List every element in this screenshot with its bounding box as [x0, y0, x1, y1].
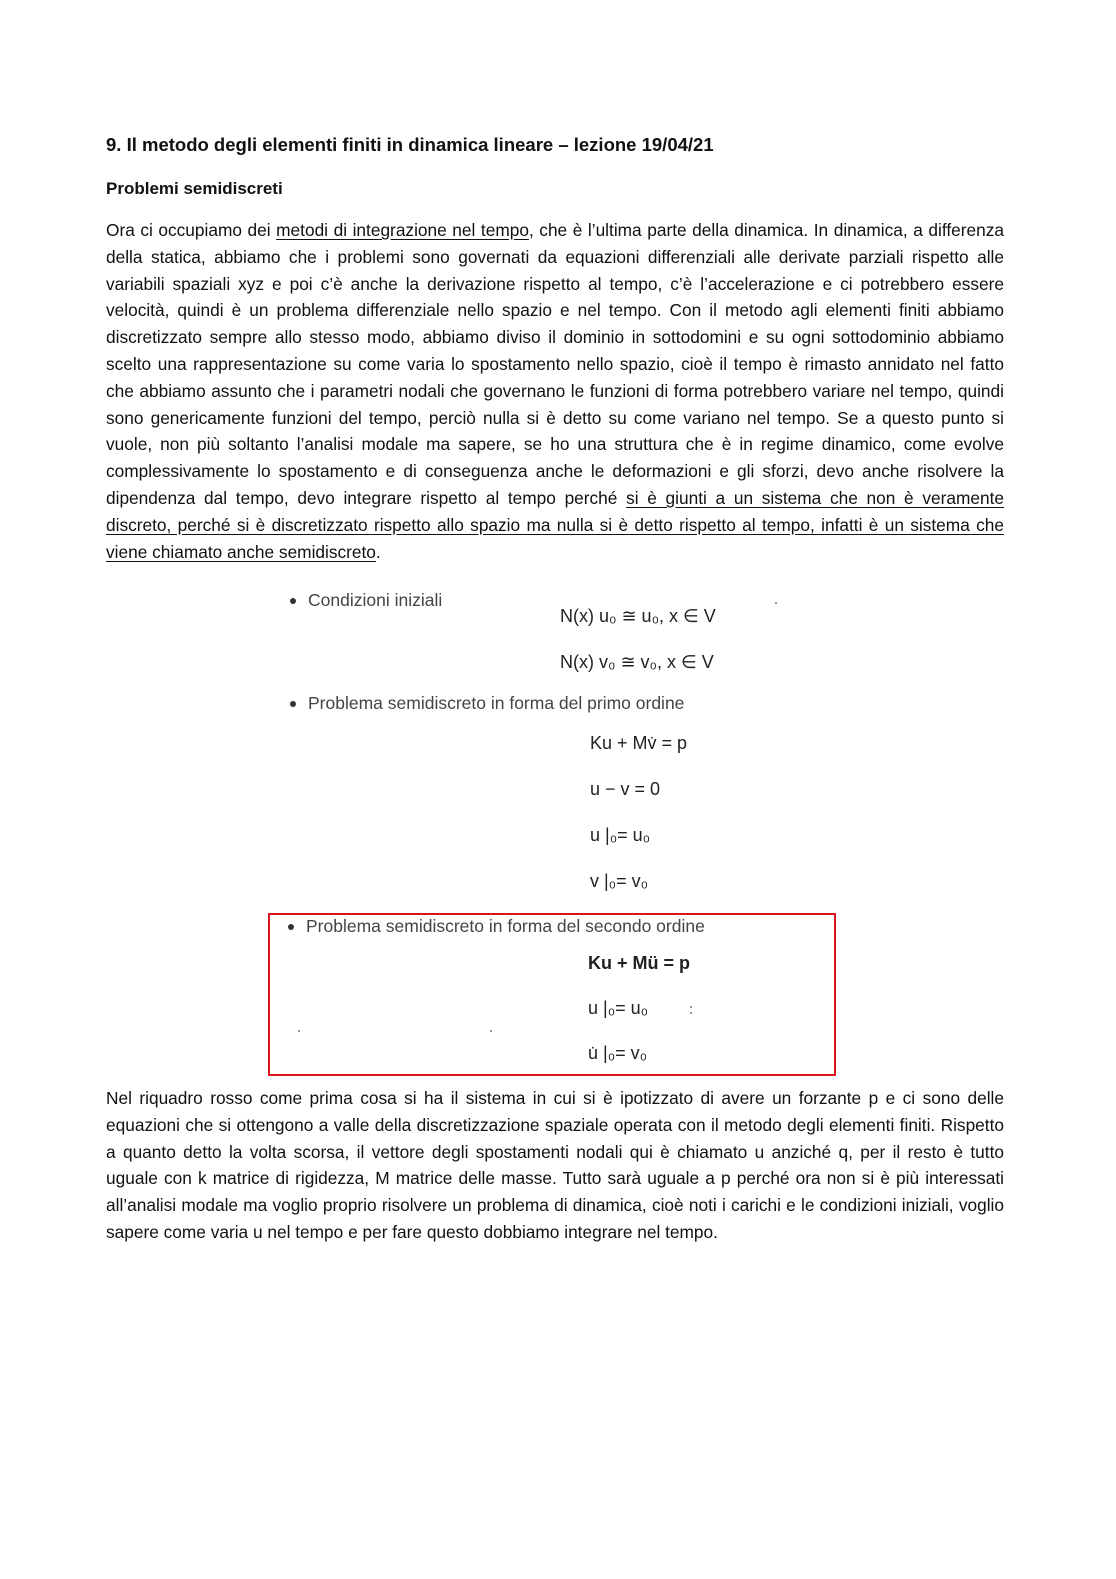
bullet-dot: [288, 924, 294, 930]
equation: [588, 953, 690, 974]
para1-underlined-1: metodi di integrazione nel tempo: [276, 220, 529, 240]
para1-text-2: , che è l’ultima parte della dinamica. In dinamica, a differenza della statica, abbiamo che i problemi sono governati da equazioni differenziali alle derivate parziali rispetto alle variabili spaziali xyz e poi c’è anche la derivazione rispetto al tempo, c’è l’accelerazione e ci potrebbero essere velocità, quindi è un problema differenziale nello spazio e nel tempo. Con il metodo agli elementi finiti abbiamo discretizzato sempre allo stesso modo, abbiamo diviso il dominio in sottodomini e su ogni sottodominio abbiamo scelto una rappresentazione su come varia lo spostamento nello spazio, cioè il tempo è rimasto annidato nel fatto che abbiamo assunto che i parametri nodali che governano le funzioni di forma potrebbero variare nel tempo, quindi sono genericamente funzioni del tempo, perciò nulla si è detto su come variano nel tempo. Se a questo punto si vuole, non più soltanto l’analisi modale ma sapere, se ho una struttura che è in regime dinamico, come evolve complessivamente lo spostamento e di conseguenza anche le deformazioni e gli sforzi, devo anche risolvere la dipendenza dal tempo, devo integrare rispetto al tempo perché: [106, 220, 1004, 508]
para1-underlined-2: si è giunti a un sistema che non è veramente discreto, perché si è discretizzato rispetto allo spazio ma nulla si è detto rispetto al tempo, infatti è un sistema che viene chiamato anche semidiscreto: [106, 487, 1004, 562]
scan-speck: [690, 1006, 692, 1008]
equation: N(x) u₀ ≅ u₀, x ∈ V: [560, 606, 716, 626]
bullet-initial-conditions: [290, 590, 442, 611]
equation-text: Ku + Mü = p: [588, 953, 691, 973]
scan-speck: [298, 1030, 300, 1032]
equation: v |₀= v₀: [590, 871, 649, 891]
equation: u − v = 0: [590, 779, 661, 799]
explanation-paragraph: Nel riquadro rosso come prima cosa si ha il sistema in cui si è ipotizzato di avere un forzante p e ci sono delle equazioni che si ottengono a valle della discretizzazione spaziale operata con il metodo degli elementi finiti. Rispetto a quanto detto la volta scorsa, il vettore degli spostamenti nodali qui è chiamato u anziché q, per il resto è tutto uguale con k matrice di rigidezza, M matrice delle masse. Tutto sarà uguale a p perché ora non si è più interessati all’analisi modale ma voglio proprio risolvere un problema di dinamica, cioè noti i carichi e le condizioni iniziali, voglio sapere come varia u nel tempo e per fare questo dobbiamo integrare nel tempo.: [106, 1088, 1004, 1242]
para1-text-1: Ora ci occupiamo dei: [106, 220, 277, 240]
para1-text-3: .: [375, 541, 381, 562]
bullet-dot: [290, 598, 296, 604]
equation: u |₀= u₀: [590, 825, 651, 845]
bullet-first-order: [290, 693, 684, 714]
bullet-label: Problema semidiscreto in forma del primo ordine: [308, 693, 685, 713]
scan-speck: [490, 1030, 492, 1032]
bullet-second-order: [288, 916, 705, 937]
bullet-dot: [290, 701, 296, 707]
equation: Ku + Mv̇ = p: [590, 733, 688, 753]
section-title: 9. Il metodo degli elementi finiti in dinamica lineare – lezione 19/04/21: [106, 134, 714, 155]
equation: u̇ |₀= v₀: [588, 1043, 648, 1063]
equation: N(x) v₀ ≅ v₀, x ∈ V: [560, 652, 714, 672]
scan-speck: [775, 602, 777, 604]
scan-speck: [690, 1012, 692, 1014]
bullet-label: Problema semidiscreto in forma del secondo ordine: [306, 916, 705, 936]
bullet-label: Condizioni iniziali: [308, 590, 443, 610]
equation: u |₀= u₀: [588, 998, 649, 1018]
intro-paragraph: [106, 217, 1004, 565]
section-subtitle: Problemi semidiscreti: [106, 179, 283, 198]
highlight-box: [268, 913, 836, 1076]
